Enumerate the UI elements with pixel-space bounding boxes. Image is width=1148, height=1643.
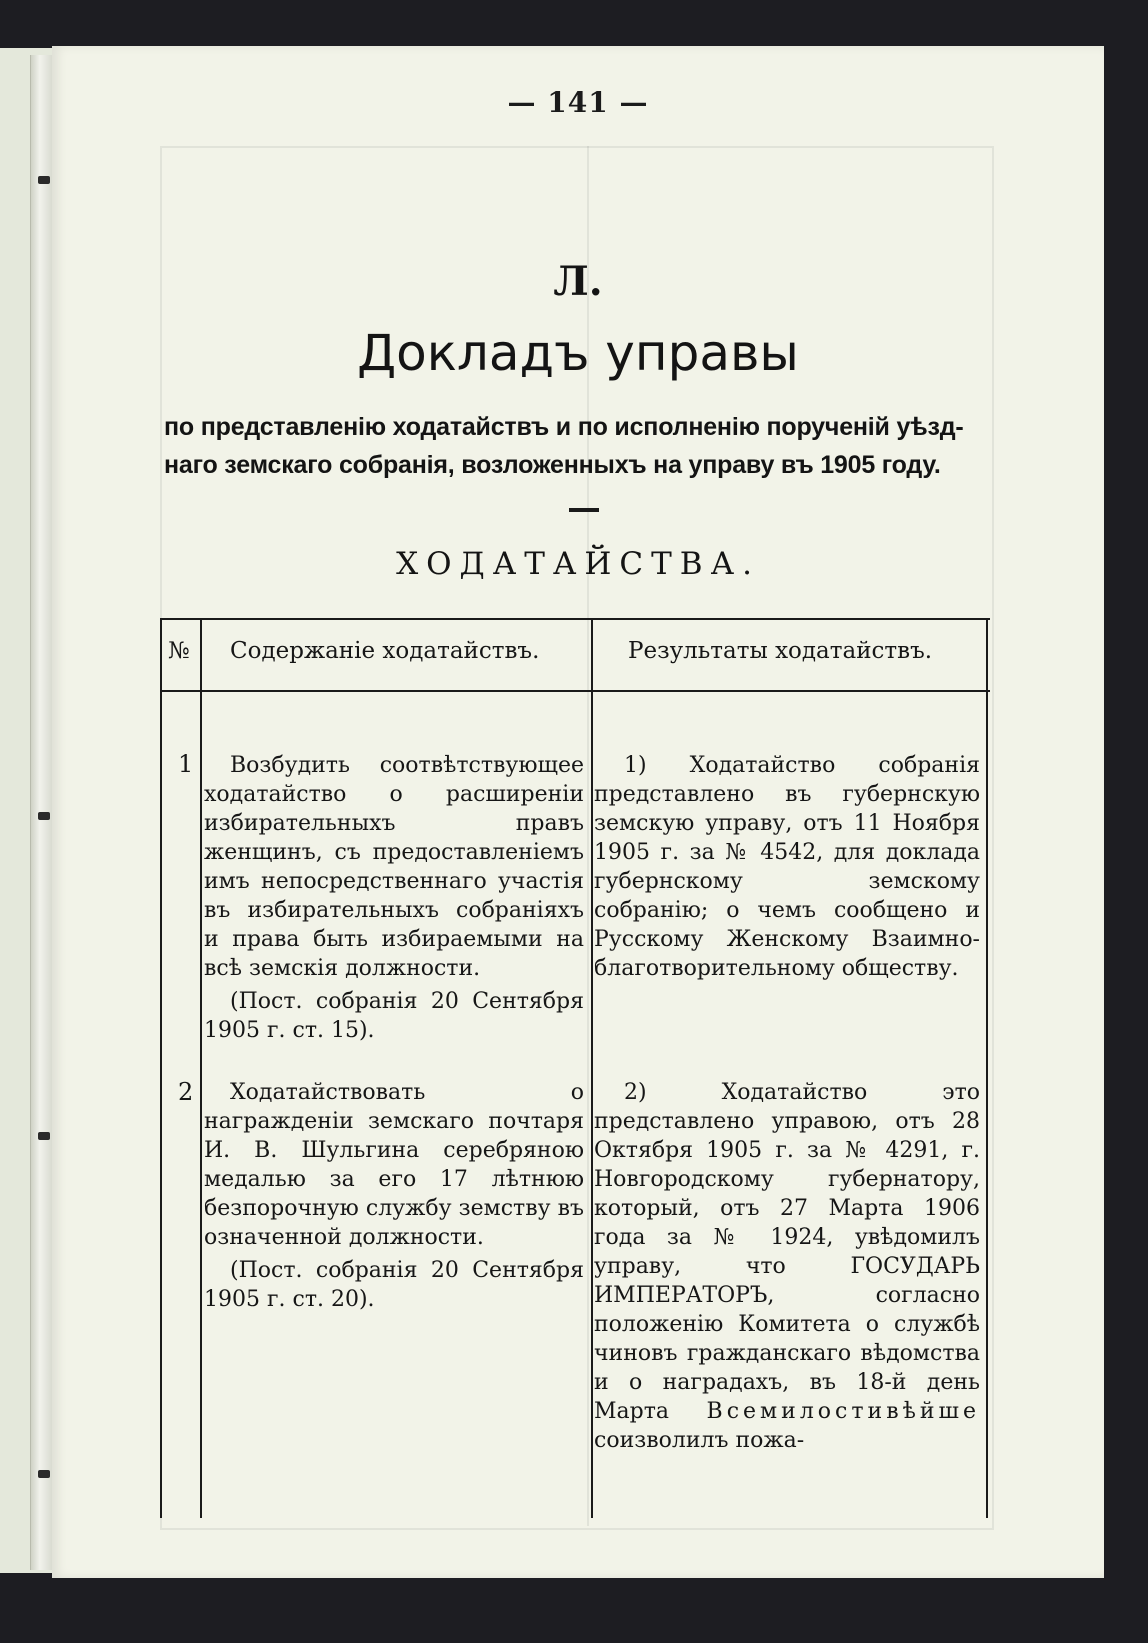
row-2-result — [594, 1078, 980, 1455]
row-1-content-text: Возбудить соотвѣтствующее ходатайство о расширеніи избирательныхъ правъ женщинъ, съ предоставленіемъ имъ непосредственнаго участія въ избирательныхъ собраніяхъ и права быть избираемыми на всѣ земскія должности. — [204, 753, 584, 981]
content-column-divider — [591, 618, 593, 1518]
header-content: Содержаніе ходатайствъ. — [230, 638, 540, 664]
row-1-number: 1 — [178, 750, 194, 778]
row-2-result-emperor: ГОСУДАРЬ ИМПЕРАТОРЪ — [594, 1254, 980, 1308]
table-left-border — [160, 618, 162, 1518]
report-title: Докладъ управы — [357, 324, 799, 382]
report-subtitle-line2: наго земскаго собранія, возложенныхъ на управу въ 1905 году. — [164, 451, 941, 479]
row-1-result: 1) Ходатайство собранія представлено въ губернскую земскую управу, отъ 11 Ноября 1905 г. за № 4542, для доклада губернскому земскому собранію; о чемъ сообщено и Русскому Женскому Взаимно-благотворительному обществу. — [594, 753, 980, 981]
table-right-border — [986, 618, 988, 1518]
row-2-result-spaced: Всемилостивѣйше — [706, 1399, 980, 1424]
binding-stitch — [38, 812, 50, 820]
row-2-result-part1: 2) Ходатайство это представлено управою, отъ 28 Октября 1905 г. за № 4291, г. Новгородскому губернатору, который, отъ 27 Марта 1906 года за № 1924, увѣдомилъ управу, что — [594, 1080, 980, 1279]
page-number: — 141 — — [507, 86, 649, 119]
report-subtitle — [164, 408, 986, 484]
header-results: Результаты ходатайствъ. — [628, 638, 933, 664]
row-1-content — [204, 751, 584, 1045]
header-number: № — [168, 638, 190, 664]
row-2-content-ref: (Пост. собранія 20 Сентября 1905 г. ст. 20). — [204, 1258, 584, 1312]
table-top-rule — [160, 618, 990, 620]
section-heading: ХОДАТАЙСТВА. — [396, 546, 760, 582]
binding-stitch — [38, 1470, 50, 1478]
row-1-content-ref: (Пост. собранія 20 Сентября 1905 г. ст. 15). — [204, 989, 584, 1043]
row-2-result-part2: , согласно положенію Комитета о службѣ чиновъ гражданскаго вѣдомства и о наградахъ, въ 18-й день Марта — [594, 1283, 980, 1424]
row-2-content-text: Ходатайствовать о награжденіи земскаго почтаря И. В. Шульгина серебряною медалью за его 17 лѣтнюю безпорочную службу земству въ означенной должности. — [204, 1080, 584, 1250]
row-2-number: 2 — [178, 1078, 194, 1106]
short-rule — [569, 508, 599, 512]
section-letter: Л. — [553, 258, 603, 305]
document-page — [52, 46, 1104, 1578]
report-subtitle-line1: по представленію ходатайствъ и по исполненію порученій уѣзд- — [164, 413, 964, 441]
petitions-table — [160, 618, 990, 1518]
binding-stitch — [38, 1132, 50, 1140]
table-header-rule — [160, 690, 990, 692]
row-2-content — [204, 1078, 584, 1314]
binding-stitch — [38, 176, 50, 184]
number-column-divider — [200, 618, 202, 1518]
row-2-result-part3: соизволилъ пожа- — [594, 1428, 805, 1453]
